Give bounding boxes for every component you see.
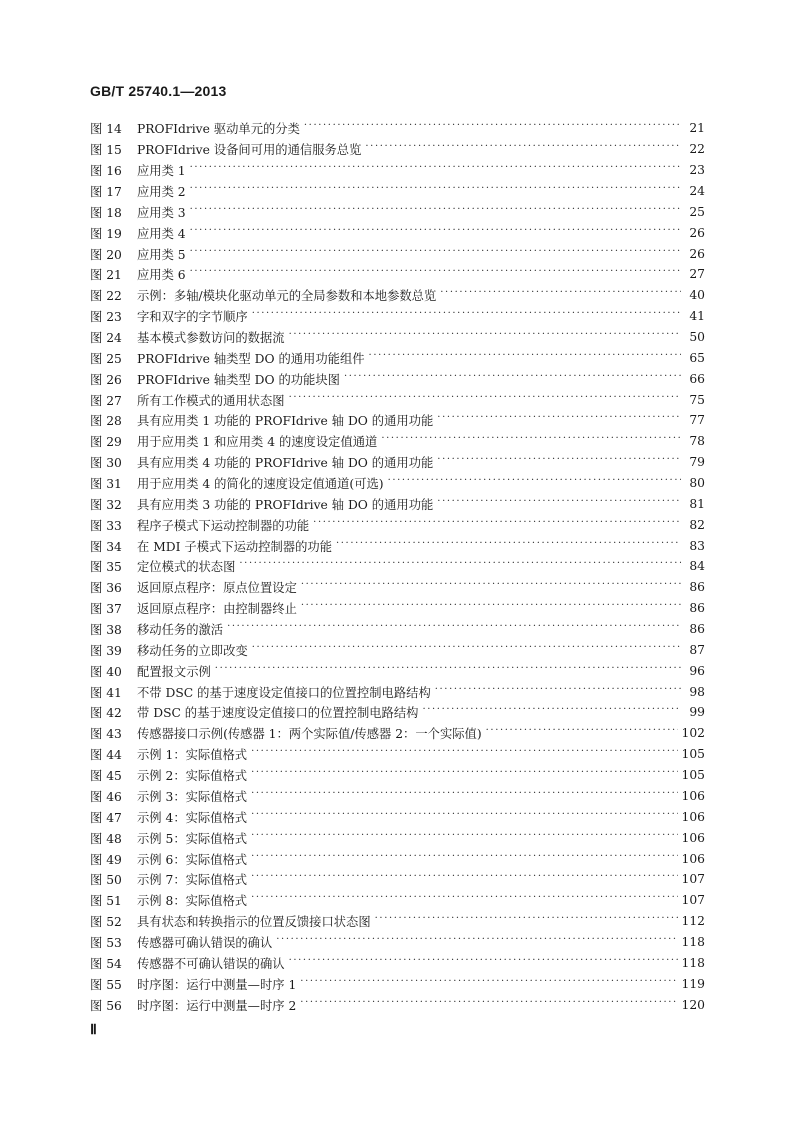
- figure-title: 用于应用类 1 和应用类 4 的速度设定值通道: [137, 435, 378, 450]
- figure-title: 定位模式的状态图: [137, 560, 236, 575]
- toc-entry[interactable]: [90, 911, 705, 932]
- dot-leader: [251, 747, 677, 761]
- figure-title: 应用类 2: [137, 185, 186, 199]
- figure-title: 示例 3：实际值格式: [137, 789, 248, 804]
- page-number: 41: [689, 309, 705, 324]
- dot-leader: [313, 518, 681, 532]
- figure-number: 图 32: [90, 497, 122, 512]
- figure-title: PROFIdrive 驱动单元的分类: [137, 122, 300, 137]
- toc-entry[interactable]: [90, 619, 705, 640]
- toc-entry[interactable]: [90, 306, 705, 327]
- toc-entry[interactable]: [90, 452, 705, 473]
- figure-title: 不带 DSC 的基于速度设定值接口的位置控制电路结构: [137, 685, 431, 700]
- toc-entry[interactable]: [90, 890, 705, 911]
- toc-entry[interactable]: [90, 639, 705, 660]
- page-number: 83: [689, 538, 705, 553]
- dot-leader: [301, 580, 681, 594]
- page-number: 79: [689, 455, 705, 470]
- figure-title: 示例 8：实际值格式: [137, 894, 248, 909]
- dot-leader: [289, 330, 681, 344]
- figure-number: 图 39: [90, 643, 122, 658]
- dot-leader: [388, 476, 681, 490]
- toc-entry[interactable]: [90, 806, 705, 827]
- figure-title: 时序图：运行中测量—时序 2: [137, 998, 297, 1013]
- dot-leader: [251, 789, 677, 803]
- page-number: 23: [689, 163, 705, 178]
- dot-leader: [486, 726, 678, 740]
- figure-title: PROFIdrive 设备间可用的通信服务总览: [137, 143, 362, 158]
- document-code-header: GB/T 25740.1—2013: [90, 83, 227, 99]
- toc-entry[interactable]: [90, 535, 705, 556]
- figure-number: 图 37: [90, 602, 122, 617]
- figure-title: 字和双字的字节顺序: [137, 310, 248, 325]
- figure-title: 示例 6：实际值格式: [137, 852, 248, 867]
- dot-leader: [251, 893, 677, 907]
- figure-title: 示例 1：实际值格式: [137, 748, 248, 763]
- figure-number: 图 30: [90, 456, 122, 471]
- figure-number: 图 21: [90, 268, 122, 283]
- page-number: 25: [689, 204, 705, 219]
- figure-title: 程序子模式下运动控制器的功能: [137, 518, 310, 533]
- page-number: 86: [689, 622, 705, 637]
- page-number: 107: [681, 893, 705, 908]
- page-number: 98: [689, 684, 705, 699]
- dot-leader: [300, 977, 677, 991]
- toc-entry[interactable]: [90, 264, 705, 285]
- toc-entry[interactable]: [90, 848, 705, 869]
- dot-leader: [190, 205, 681, 219]
- toc-entry[interactable]: [90, 514, 705, 535]
- page-number: 82: [689, 517, 705, 532]
- toc-entry[interactable]: [90, 410, 705, 431]
- toc-entry[interactable]: [90, 285, 705, 306]
- toc-entry[interactable]: [90, 389, 705, 410]
- figure-title: 具有应用类 4 功能的 PROFIdrive 轴 DO 的通用功能: [137, 456, 434, 471]
- figure-number: 图 31: [90, 477, 122, 492]
- toc-entry[interactable]: [90, 994, 705, 1015]
- figure-number: 图 15: [90, 143, 122, 158]
- toc-entry[interactable]: [90, 598, 705, 619]
- dot-leader: [251, 768, 677, 782]
- figure-number: 图 33: [90, 518, 122, 533]
- figure-number: 图 28: [90, 414, 122, 429]
- page-number: 106: [681, 851, 705, 866]
- figure-number: 图 42: [90, 706, 122, 721]
- toc-entry[interactable]: [90, 243, 705, 264]
- dot-leader: [304, 121, 681, 135]
- dot-leader: [190, 267, 681, 281]
- figure-title: 所有工作模式的通用状态图: [137, 393, 285, 408]
- dot-leader: [190, 163, 681, 177]
- figure-number: 图 17: [90, 185, 122, 199]
- figure-number: 图 38: [90, 623, 122, 638]
- figure-number: 图 25: [90, 351, 122, 366]
- dot-leader: [251, 810, 677, 824]
- toc-entry[interactable]: [90, 181, 705, 202]
- dot-leader: [239, 559, 681, 573]
- page-number: 96: [689, 663, 705, 678]
- page-number: 40: [689, 288, 705, 303]
- figure-title: PROFIdrive 轴类型 DO 的通用功能组件: [137, 351, 365, 366]
- dot-leader: [251, 852, 677, 866]
- toc-entry[interactable]: [90, 744, 705, 765]
- figure-number: 图 46: [90, 789, 122, 804]
- page-number: 66: [689, 371, 705, 386]
- page-number: 106: [681, 809, 705, 824]
- figure-number: 图 51: [90, 894, 122, 909]
- figure-number: 图 16: [90, 164, 122, 179]
- figure-number: 图 27: [90, 393, 122, 408]
- figure-number: 图 35: [90, 560, 122, 575]
- toc-entry[interactable]: [90, 201, 705, 222]
- figure-number: 图 18: [90, 205, 122, 220]
- page-number: 112: [681, 914, 705, 929]
- toc-entry[interactable]: [90, 827, 705, 848]
- figure-title: 移动任务的激活: [137, 623, 224, 638]
- page-number: 21: [689, 121, 705, 136]
- toc-entry[interactable]: [90, 139, 705, 160]
- figure-number: 图 56: [90, 998, 122, 1013]
- figure-title: 具有应用类 1 功能的 PROFIdrive 轴 DO 的通用功能: [137, 414, 434, 429]
- dot-leader: [251, 831, 677, 845]
- toc-entry[interactable]: [90, 431, 705, 452]
- figure-number: 图 47: [90, 810, 122, 825]
- page-number: 24: [689, 184, 705, 198]
- dot-leader: [300, 998, 677, 1012]
- dot-leader: [435, 685, 681, 699]
- figure-number: 图 45: [90, 769, 122, 784]
- toc-entry[interactable]: [90, 222, 705, 243]
- page-number: 84: [689, 559, 705, 574]
- page-number: 106: [681, 788, 705, 803]
- dot-leader: [375, 914, 678, 928]
- figure-number: 图 53: [90, 935, 122, 950]
- dot-leader: [301, 601, 681, 615]
- toc-entry[interactable]: [90, 493, 705, 514]
- figure-number: 图 48: [90, 831, 122, 846]
- figure-title: 返回原点程序：由控制器终止: [137, 602, 297, 617]
- figure-title: 传感器不可确认错误的确认: [137, 956, 285, 971]
- page-number: 22: [689, 142, 705, 157]
- figure-title: 带 DSC 的基于速度设定值接口的位置控制电路结构: [137, 706, 419, 721]
- toc-entry[interactable]: [90, 723, 705, 744]
- figure-number: 图 23: [90, 310, 122, 325]
- figure-title: PROFIdrive 轴类型 DO 的功能块图: [137, 372, 340, 387]
- figure-number: 图 34: [90, 539, 122, 554]
- figure-title: 示例 7：实际值格式: [137, 873, 248, 888]
- page-number: 105: [681, 768, 705, 783]
- figure-number: 图 22: [90, 289, 122, 304]
- dot-leader: [440, 288, 681, 302]
- toc-entry[interactable]: [90, 932, 705, 953]
- dot-leader: [336, 539, 681, 553]
- figure-title: 基本模式参数访问的数据流: [137, 331, 285, 346]
- page-number: 77: [689, 413, 705, 428]
- page-number: 50: [689, 330, 705, 345]
- figure-title: 返回原点程序：原点位置设定: [137, 581, 297, 596]
- page-number: 102: [681, 726, 705, 741]
- figure-title: 用于应用类 4 的简化的速度设定值通道(可选): [137, 477, 384, 492]
- page-number: 107: [681, 872, 705, 887]
- figure-number: 图 40: [90, 664, 122, 679]
- dot-leader: [215, 664, 681, 678]
- figure-title: 示例 2：实际值格式: [137, 769, 248, 784]
- toc-entry[interactable]: [90, 118, 705, 139]
- dot-leader: [276, 935, 677, 949]
- figure-list: [90, 118, 705, 1015]
- page-number: 105: [681, 747, 705, 762]
- figure-number: 图 14: [90, 122, 122, 137]
- toc-entry[interactable]: [90, 473, 705, 494]
- figure-title: 应用类 1: [137, 164, 186, 179]
- dot-leader: [227, 622, 681, 636]
- figure-number: 图 24: [90, 331, 122, 346]
- figure-number: 图 29: [90, 435, 122, 450]
- toc-entry[interactable]: [90, 765, 705, 786]
- figure-number: 图 55: [90, 977, 122, 992]
- page-number: 26: [689, 225, 705, 240]
- figure-title: 应用类 5: [137, 247, 186, 262]
- figure-title: 时序图：运行中测量—时序 1: [137, 977, 297, 992]
- toc-entry[interactable]: [90, 786, 705, 807]
- toc-entry[interactable]: [90, 347, 705, 368]
- dot-leader: [422, 705, 681, 719]
- figure-title: 具有状态和转换指示的位置反馈接口状态图: [137, 915, 371, 930]
- figure-title: 配置报文示例: [137, 664, 211, 679]
- figure-title: 传感器接口示例(传感器 1：两个实际值/传感器 2：一个实际值): [137, 727, 482, 742]
- page-number-roman: Ⅱ: [90, 1023, 97, 1038]
- dot-leader: [381, 434, 681, 448]
- figure-title: 示例：多轴/模块化驱动单元的全局参数和本地参数总览: [137, 289, 437, 304]
- figure-title: 应用类 6: [137, 268, 186, 283]
- toc-entry[interactable]: [90, 160, 705, 181]
- figure-number: 图 50: [90, 873, 122, 888]
- toc-entry[interactable]: [90, 702, 705, 723]
- figure-title: 在 MDI 子模式下运动控制器的功能: [137, 539, 332, 554]
- dot-leader: [437, 455, 681, 469]
- figure-number: 图 26: [90, 372, 122, 387]
- page-number: 106: [681, 830, 705, 845]
- page-number: 118: [681, 934, 705, 949]
- page-number: 75: [689, 392, 705, 407]
- dot-leader: [365, 142, 681, 156]
- dot-leader: [190, 226, 681, 240]
- dot-leader: [190, 184, 681, 198]
- figure-number: 图 54: [90, 956, 122, 971]
- dot-leader: [289, 956, 678, 970]
- toc-entry[interactable]: [90, 952, 705, 973]
- toc-entry[interactable]: [90, 681, 705, 702]
- dot-leader: [252, 643, 681, 657]
- dot-leader: [437, 497, 681, 511]
- page-number: 65: [689, 350, 705, 365]
- page-number: 81: [689, 496, 705, 511]
- toc-entry[interactable]: [90, 327, 705, 348]
- page-number: 119: [681, 976, 705, 991]
- toc-entry[interactable]: [90, 973, 705, 994]
- figure-title: 示例 5：实际值格式: [137, 831, 248, 846]
- figure-number: 图 52: [90, 915, 122, 930]
- figure-title: 应用类 4: [137, 226, 186, 241]
- figure-number: 图 44: [90, 748, 122, 763]
- dot-leader: [252, 309, 681, 323]
- figure-number: 图 41: [90, 685, 122, 700]
- figure-title: 传感器可确认错误的确认: [137, 935, 273, 950]
- page-number: 118: [681, 955, 705, 970]
- dot-leader: [344, 372, 681, 386]
- page-number: 26: [689, 246, 705, 261]
- figure-number: 图 19: [90, 226, 122, 241]
- page-number: 87: [689, 642, 705, 657]
- toc-entry[interactable]: [90, 869, 705, 890]
- toc-entry[interactable]: [90, 556, 705, 577]
- page-number: 80: [689, 476, 705, 491]
- dot-leader: [437, 413, 681, 427]
- page-number: 86: [689, 580, 705, 595]
- page-number: 78: [689, 434, 705, 449]
- toc-entry[interactable]: [90, 368, 705, 389]
- toc-entry[interactable]: [90, 660, 705, 681]
- dot-leader: [369, 351, 681, 365]
- figure-number: 图 49: [90, 852, 122, 867]
- figure-number: 图 20: [90, 247, 122, 262]
- figure-number: 图 43: [90, 727, 122, 742]
- figure-title: 示例 4：实际值格式: [137, 810, 248, 825]
- dot-leader: [251, 872, 677, 886]
- figure-title: 移动任务的立即改变: [137, 643, 248, 658]
- figure-title: 应用类 3: [137, 205, 186, 220]
- toc-entry[interactable]: [90, 577, 705, 598]
- page-number: 99: [689, 705, 705, 720]
- page-number: 27: [689, 267, 705, 282]
- dot-leader: [190, 247, 681, 261]
- figure-title: 具有应用类 3 功能的 PROFIdrive 轴 DO 的通用功能: [137, 497, 434, 512]
- figure-number: 图 36: [90, 581, 122, 596]
- page-number: 86: [689, 601, 705, 616]
- page-number: 120: [681, 997, 705, 1012]
- dot-leader: [289, 393, 681, 407]
